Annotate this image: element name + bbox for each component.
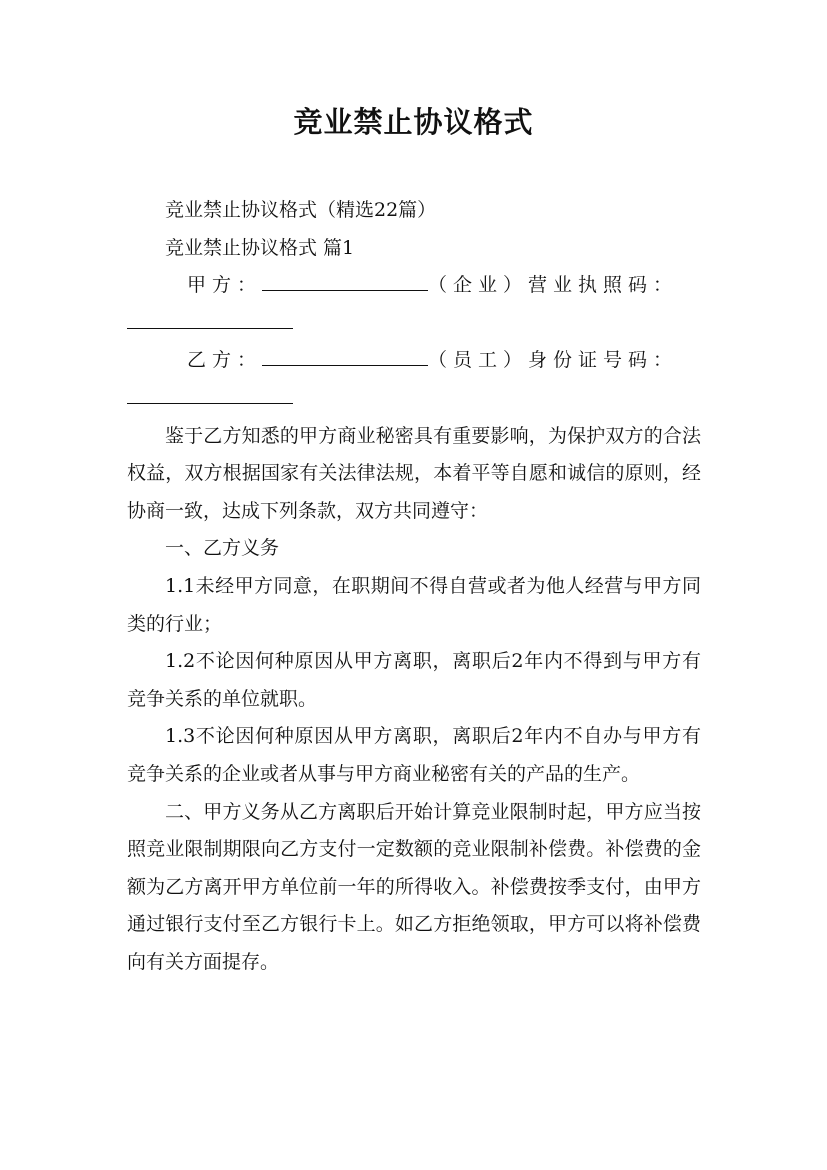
party-a-type: （企业）营业执照码： [428,274,679,297]
paragraph: 鉴于乙方知悉的甲方商业秘密具有重要影响，为保护双方的合法权益，双方根据国家有关法律法规，本着平等自愿和诚信的原则，经协商一致，达成下列条款，双方共同遵守： [127,424,701,522]
party-b-code-blank [127,381,293,404]
section-heading: 竞业禁止协议格式 篇1 [165,236,355,259]
paragraph: 1.3不论因何种原因从甲方离职，离职后2年内不自办与甲方有竞争关系的企业或者从事与甲方商业秘密有关的产品的生产。 [127,725,701,785]
party-b-line [127,342,701,380]
party-b-label: 乙方： [187,349,263,372]
party-a-code-line [127,305,701,343]
party-a-code-blank [127,306,293,329]
document-title: 竞业禁止协议格式 [293,105,534,139]
party-a-name-blank [262,268,428,291]
paragraph: 1.2不论因何种原因从甲方离职，离职后2年内不得到与甲方有竞争关系的单位就职。 [127,650,701,710]
subtitle: 竞业禁止协议格式（精选22篇） [165,199,437,221]
party-b-code-line [127,380,701,418]
paragraph: 二、甲方义务从乙方离职后开始计算竞业限制时起，甲方应当按照竞业限制期限向乙方支付一定数额的竞业限制补偿费。补偿费的金额为乙方离开甲方单位前一年的所得收入。补偿费按季支付，由甲方通过银行支付至乙方银行卡上。如乙方拒绝领取，甲方可以将补偿费向有关方面提存。 [127,800,701,973]
paragraph: 1.1未经甲方同意，在职期间不得自营或者为他人经营与甲方同类的行业； [127,574,701,635]
party-a-line [127,267,701,305]
document-body [127,192,701,981]
paragraph: 一、乙方义务 [165,537,280,560]
party-b-type: （员工）身份证号码： [428,349,679,372]
party-a-label: 甲方： [187,274,263,297]
party-b-name-blank [262,343,428,366]
